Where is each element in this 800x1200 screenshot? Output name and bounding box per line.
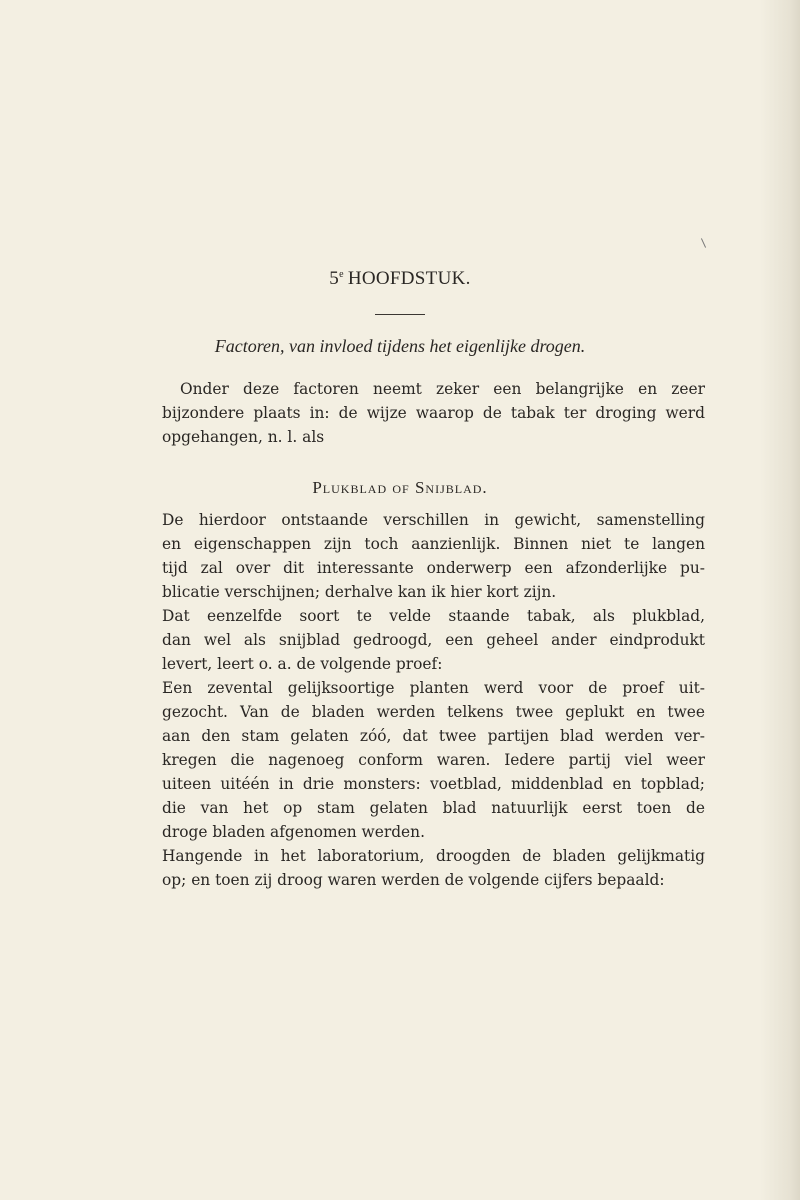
paragraph-2 bbox=[162, 604, 705, 676]
intro-paragraph bbox=[162, 377, 705, 449]
paragraph-4 bbox=[162, 844, 705, 892]
text-line: aan den stam gelaten zóó, dat twee partijen blad werden ver- bbox=[162, 727, 705, 745]
text-line: droge bladen afgenomen werden. bbox=[162, 823, 425, 841]
paragraph-3 bbox=[162, 676, 705, 844]
text-line: bijzondere plaats in: de wijze waarop de tabak ter droging werd bbox=[162, 404, 705, 422]
chapter-label: HOOFDSTUK. bbox=[347, 268, 471, 289]
text-line: tijd zal over dit interessante onderwerp een afzonderlijke pu- bbox=[162, 559, 705, 577]
text-line: opgehangen, n. l. als bbox=[162, 428, 325, 446]
text-line: levert, leert o. a. de volgende proef: bbox=[162, 655, 443, 673]
text-line: uiteen uitéén in drie monsters: voetblad, middenblad en topblad; bbox=[162, 775, 705, 793]
heading-rule bbox=[375, 314, 425, 315]
section-heading: Plukblad of Snijblad. bbox=[312, 478, 488, 497]
chapter-superscript: e bbox=[339, 269, 344, 280]
text-line: De hierdoor ontstaande verschillen in gewicht, samenstelling bbox=[162, 511, 705, 529]
chapter-heading bbox=[0, 268, 800, 290]
text-line: die van het op stam gelaten blad natuurlijk eerst toen de bbox=[162, 799, 705, 817]
chapter-number: 5 bbox=[329, 268, 340, 289]
text-line: dan wel als snijblad gedroogd, een geheel ander eindprodukt bbox=[162, 631, 705, 649]
text-line: kregen die nagenoeg conform waren. Iedere partij viel weer bbox=[162, 751, 705, 769]
text-line: Hangende in het laboratorium, droogden de bladen gelijkmatig bbox=[162, 847, 705, 865]
text-line: Een zevental gelijksoortige planten werd voor de proef uit- bbox=[162, 679, 705, 697]
text-line: Onder deze factoren neemt zeker een belangrijke en zeer bbox=[180, 380, 705, 398]
paragraph-1 bbox=[162, 508, 705, 604]
text-line: Dat eenzelfde soort te velde staande tabak, als plukblad, bbox=[162, 607, 705, 625]
text-line: blicatie verschijnen; derhalve kan ik hier kort zijn. bbox=[162, 583, 557, 601]
text-line: op; en toen zij droog waren werden de volgende cijfers bepaald: bbox=[162, 871, 665, 889]
text-line: en eigenschappen zijn toch aanzienlijk. Binnen niet te langen bbox=[162, 535, 705, 553]
stray-mark bbox=[701, 238, 706, 247]
chapter-subtitle: Factoren, van invloed tijdens het eigenlijke drogen. bbox=[214, 336, 586, 356]
text-line: gezocht. Van de bladen werden telkens twee geplukt en twee bbox=[162, 703, 705, 721]
